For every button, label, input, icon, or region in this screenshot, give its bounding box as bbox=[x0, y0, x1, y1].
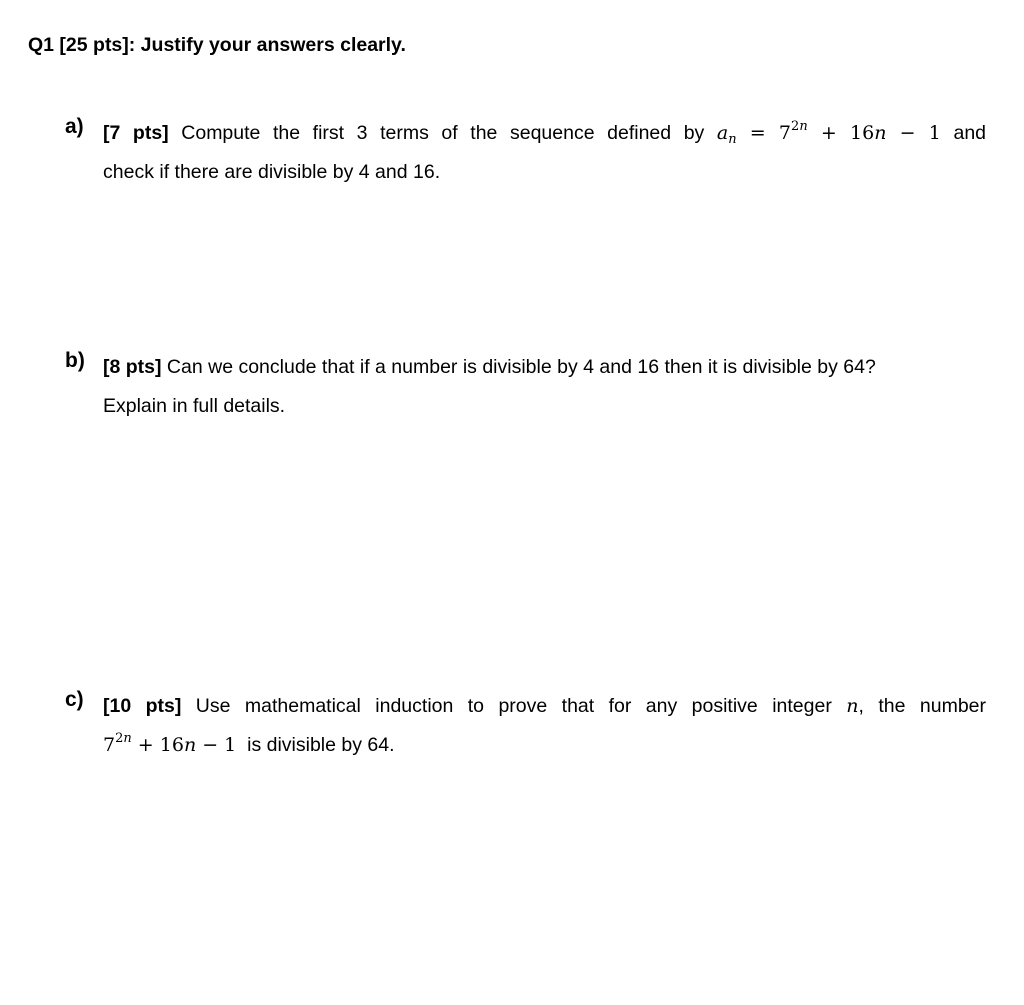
part-c-letter: c) bbox=[65, 688, 84, 711]
part-c-text: Use mathematical induction to prove that for any positive integer bbox=[195, 695, 832, 717]
part-b bbox=[65, 348, 986, 426]
part-c-text-number: , the number bbox=[858, 695, 987, 717]
part-a-line-2: check if there are divisible by 4 and 16. bbox=[103, 161, 441, 183]
part-b-text: Can we conclude that if a number is divisible by 4 and 16 then it is divisible by 64? bbox=[166, 356, 876, 378]
part-c-points: [10 pts] bbox=[103, 695, 182, 717]
part-a-text-and: and bbox=[953, 122, 987, 144]
part-b-body bbox=[103, 348, 986, 426]
part-b-letter: b) bbox=[65, 349, 85, 372]
part-a-letter: a) bbox=[65, 115, 84, 138]
part-b-line-1 bbox=[103, 348, 986, 387]
part-c-formula: $7^{2n} + 16n - 1$ bbox=[103, 731, 237, 756]
part-c-variable: n bbox=[846, 695, 859, 717]
part-a-points: [7 pts] bbox=[103, 122, 169, 144]
part-c-line-1 bbox=[103, 687, 986, 726]
part-c bbox=[65, 687, 986, 765]
part-a-formula: $a_n = 7^{2n} + 16n - 1$ bbox=[716, 119, 941, 147]
part-c-text-divisible: is divisible by 64. bbox=[247, 734, 395, 756]
part-a-body bbox=[103, 114, 986, 192]
part-c-line-2 bbox=[103, 726, 986, 765]
part-b-line-2: Explain in full details. bbox=[103, 395, 286, 417]
question-heading: Q1 [25 pts]: Justify your answers clearly. bbox=[28, 34, 406, 56]
part-a-text: Compute the first 3 terms of the sequence defined by bbox=[181, 122, 705, 144]
part-c-body bbox=[103, 687, 986, 765]
part-a bbox=[65, 114, 986, 192]
part-a-line-1 bbox=[103, 114, 986, 153]
part-b-points: [8 pts] bbox=[103, 356, 162, 378]
